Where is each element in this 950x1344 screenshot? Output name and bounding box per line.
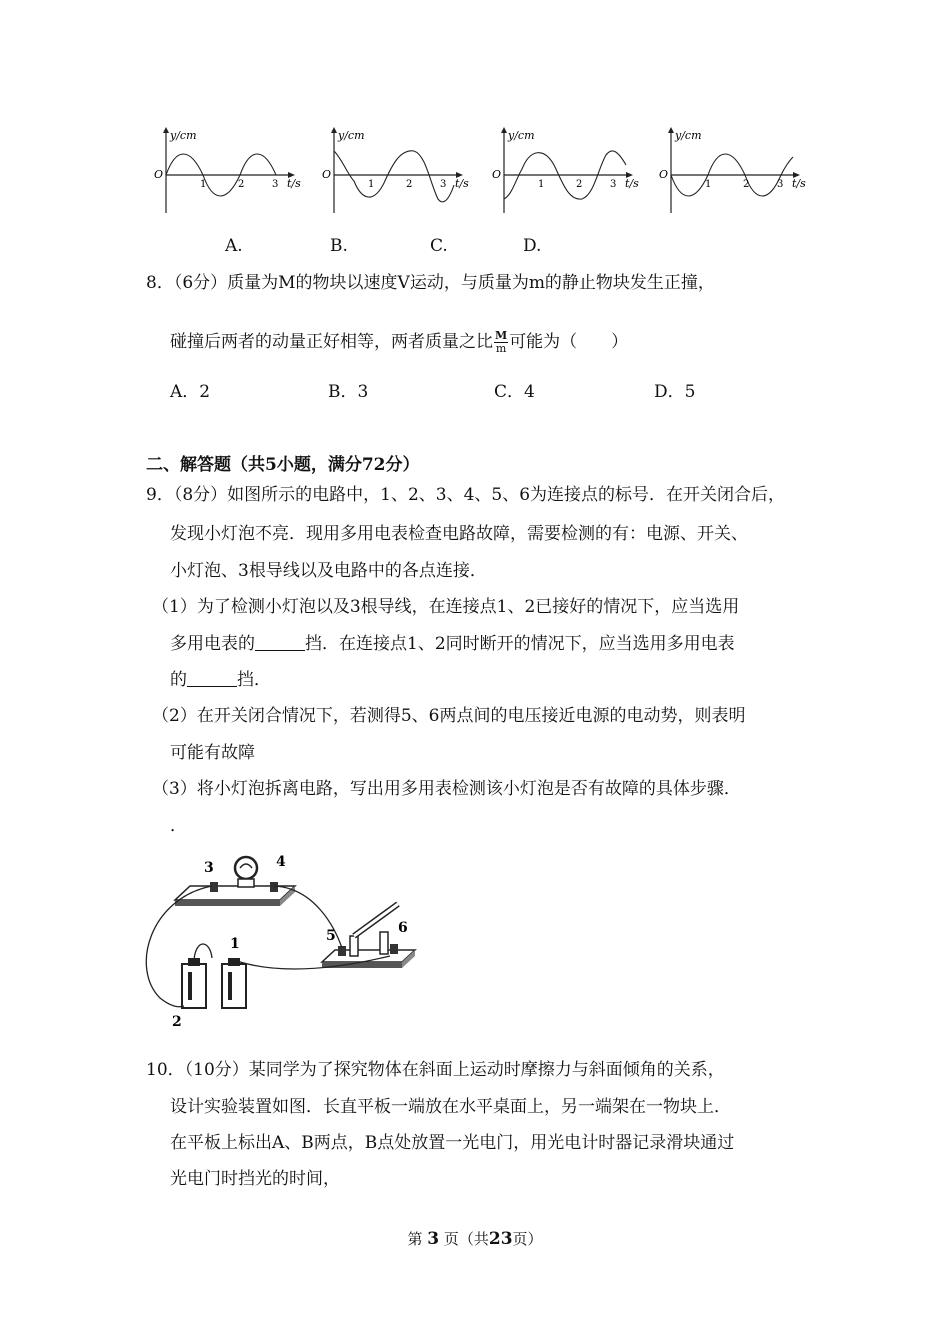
y-axis-label: y/cm: [675, 129, 702, 142]
origin-label: O: [322, 168, 332, 181]
origin-label: O: [659, 168, 669, 181]
fraction-numerator: M: [495, 329, 508, 342]
circuit-diagram: [140, 848, 440, 1033]
q9-part1-line3-pre: 的: [170, 670, 187, 690]
graph-d-svg: [655, 125, 805, 217]
tick-label: 1: [705, 179, 712, 190]
q9-part1-line2: [170, 632, 735, 656]
q8-line2-pre: 碰撞后两者的动量正好相等，两者质量之比: [170, 332, 493, 352]
answer-blank[interactable]: [187, 670, 237, 687]
q8-option-a: A．2: [170, 382, 211, 402]
q8-option-d: D．5: [654, 382, 696, 402]
origin-label: O: [154, 168, 164, 181]
graph-option-c: C.: [430, 236, 448, 256]
y-axis-label: y/cm: [508, 129, 535, 142]
footer-mid: 页（共: [443, 1230, 489, 1248]
label-5: 5: [326, 928, 336, 944]
total-pages: 23: [488, 1229, 513, 1249]
graph-option-b: B.: [330, 236, 348, 256]
y-axis-label: y/cm: [338, 129, 365, 142]
terminal-6: [390, 944, 398, 954]
footer-post: 页）: [512, 1230, 543, 1248]
label-2: 2: [172, 1014, 182, 1030]
graph-option-a: A.: [225, 236, 243, 256]
footer-pre: 第: [407, 1230, 423, 1248]
fraction-denominator: m: [495, 342, 507, 355]
tick-label: 1: [538, 179, 545, 190]
q8-line2-post: 可能为（ ）: [509, 332, 629, 352]
tick-label: 2: [238, 179, 245, 190]
graph-c-svg: [488, 125, 638, 217]
label-1: 1: [230, 936, 240, 952]
q9-part1-line2-pre: 多用电表的: [170, 634, 255, 654]
tick-label: 3: [440, 179, 447, 190]
tick-label: 3: [777, 179, 784, 190]
q9-part3-line2: ．: [170, 816, 187, 836]
q9-line1: 9．（8分）如图所示的电路中，1、2、3、4、5、6为连接点的标号．在开关闭合后，: [146, 485, 786, 505]
q9-part1-line3: [170, 668, 271, 692]
q9-line3: 小灯泡、3根导线以及电路中的各点连接．: [170, 561, 487, 581]
graph-option-d: D.: [523, 236, 542, 256]
q9-line2: 发现小灯泡不亮．现用多用电表检查电路故障，需要检测的有：电源、开关、: [170, 524, 748, 544]
wire-battery-link: [194, 944, 212, 960]
battery-left: [182, 964, 206, 1008]
lamp-board-edge: [175, 900, 280, 906]
q10-line4: 光电门时挡光的时间，: [170, 1169, 340, 1189]
q8-line2: [170, 330, 628, 355]
switch-post: [350, 936, 358, 956]
q9-part3-line1: （3）将小灯泡拆离电路，写出用多用表检测该小灯泡是否有故障的具体步骤．: [152, 779, 741, 799]
q8-option-c: C．4: [494, 382, 535, 402]
q8-option-b: B．3: [328, 382, 369, 402]
page-footer: [0, 1228, 950, 1249]
lamp-bulb-icon: [235, 857, 257, 879]
label-6: 6: [398, 920, 408, 936]
q9-part2-line1: （2）在开关闭合情况下，若测得5、6两点间的电压接近电源的电动势，则表明: [152, 706, 746, 726]
graph-c: [488, 125, 638, 217]
tick-label: 3: [272, 179, 279, 190]
q10-line2: 设计实验装置如图．长直平板一端放在水平桌面上，另一端架在一物块上．: [170, 1097, 731, 1117]
mass-ratio-fraction: [494, 330, 508, 355]
q9-part1-line3-post: 挡．: [237, 670, 271, 690]
circuit-svg: [140, 848, 440, 1033]
tick-label: 1: [368, 179, 375, 190]
q9-part1-line1: （1）为了检测小灯泡以及3根导线，在连接点1、2已接好的情况下，应当选用: [152, 597, 740, 617]
tick-label: 2: [576, 179, 583, 190]
q8-line1: 8．（6分）质量为M的物块以速度V运动，与质量为m的静止物块发生正撞，: [146, 273, 715, 293]
x-axis-label: t/s: [792, 177, 806, 190]
battery-right: [222, 964, 246, 1008]
label-4: 4: [276, 854, 286, 870]
x-axis-label: t/s: [287, 177, 301, 190]
graph-d: [655, 125, 805, 217]
q9-part2-line2: 可能有故障: [170, 743, 255, 763]
graph-b: [318, 125, 468, 217]
q10-line3: 在平板上标出A、B两点，B点处放置一光电门，用光电计时器记录滑块通过: [170, 1133, 735, 1153]
current-page: 3: [427, 1229, 440, 1249]
terminal-3: [210, 882, 218, 892]
origin-label: O: [492, 168, 502, 181]
graph-b-svg: [318, 125, 468, 217]
tick-label: 2: [743, 179, 750, 190]
section-heading: 二、解答题（共5小题，满分72分）: [146, 455, 420, 475]
q9-part1-line2-post: 挡．在连接点1、2同时断开的情况下，应当选用多用电表: [305, 634, 735, 654]
label-3: 3: [204, 860, 214, 876]
y-axis-label: y/cm: [170, 129, 197, 142]
x-axis-label: t/s: [625, 177, 639, 190]
x-axis-label: t/s: [455, 177, 469, 190]
tick-label: 2: [406, 179, 413, 190]
graph-a: [150, 125, 300, 217]
graph-a-svg: [150, 125, 300, 217]
tick-label: 3: [610, 179, 617, 190]
terminal-4: [270, 882, 278, 892]
q10-line1: 10．（10分）某同学为了探究物体在斜面上运动时摩擦力与斜面倾角的关系，: [146, 1060, 725, 1080]
tick-label: 1: [200, 179, 207, 190]
answer-blank[interactable]: [255, 634, 305, 651]
